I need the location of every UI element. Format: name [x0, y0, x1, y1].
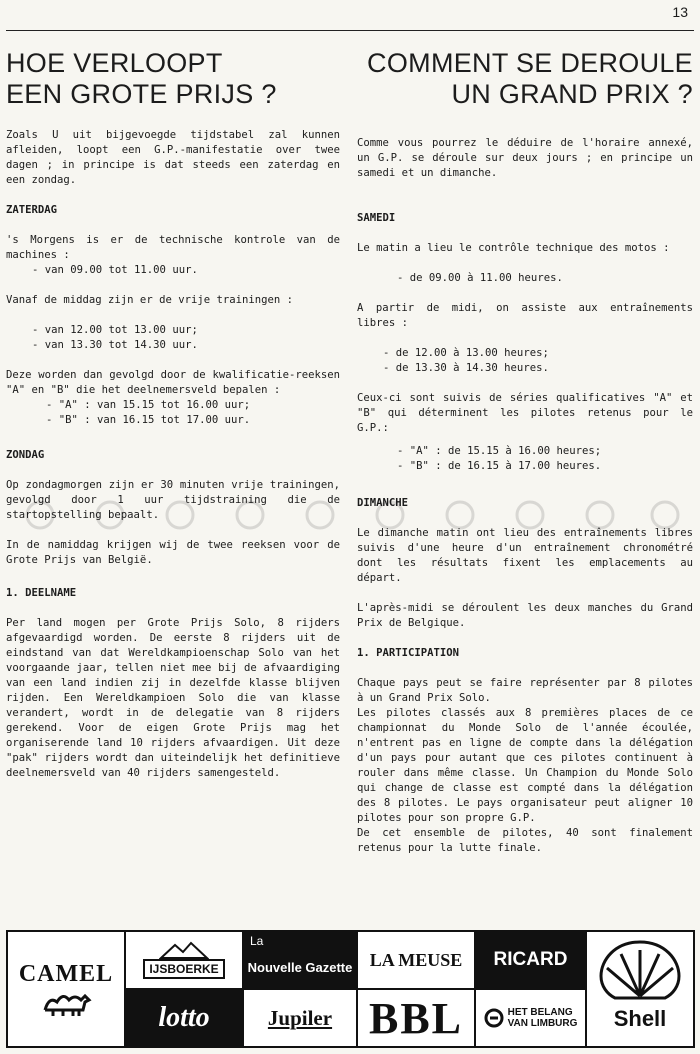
samedi-series-b: - "B" : de 16.15 à 17.00 heures.: [397, 460, 602, 472]
belang-line-2: VAN LIMBURG: [507, 1018, 578, 1029]
deelname-heading: 1. DEELNAME: [6, 587, 77, 599]
lotto-logo-text: lotto: [158, 1002, 210, 1033]
mountain-icon: [159, 941, 209, 959]
zondag-morning: Op zondagmorgen zijn er 30 minuten vrije trainingen, gevolgd door 1 uur tijdstraining die de startopstelling bepaalt.: [6, 479, 340, 521]
zondag-afternoon: In de namiddag krijgen wij de twee reeksen voor de Grote Prijs van België.: [6, 539, 340, 566]
dutch-title-line2: EEN GROTE PRIJS ?: [6, 79, 277, 109]
nouvelle-gazette-logo: [244, 932, 356, 988]
french-column: [357, 48, 693, 856]
french-intro: Comme vous pourrez le déduire de l'horaire annexé, un G.P. se déroule sur deux jours ; en principe un samedi et un dimanche.: [357, 137, 693, 179]
dimanche-heading: DIMANCHE: [357, 497, 409, 509]
camel-logo: [8, 932, 124, 1046]
samedi-training-time-1: - de 12.00 à 13.00 heures;: [383, 347, 549, 359]
nouvelle-gazette-logo-text: Nouvelle Gazette: [247, 959, 353, 975]
french-title-line1: COMMENT SE DEROULE: [367, 48, 693, 78]
participation-heading: 1. PARTICIPATION: [357, 647, 460, 659]
jupiler-logo-text: Jupiler: [267, 1005, 333, 1030]
camel-logo-text: CAMEL: [18, 960, 114, 987]
camel-icon: [39, 988, 93, 1018]
dimanche-afternoon: L'après-midi se déroulent les deux manches du Grand Prix de Belgique.: [357, 602, 693, 629]
zaterdag-series-b: - "B" : van 16.15 tot 17.00 uur.: [46, 414, 251, 426]
ricard-logo: [476, 932, 585, 988]
la-meuse-logo: [358, 932, 474, 988]
la-meuse-logo-text: LA MEUSE: [369, 949, 463, 970]
samedi-series-a: - "A" : de 15.15 à 16.00 heures;: [397, 445, 602, 457]
belang-line-1: HET BELANG: [507, 1007, 573, 1018]
participation-text-2: Les pilotes classés aux 8 premières places de ce championnat du Monde Solo de l'année écoulée, n'entrent pas en ligne de compte dans la délégation d'un pays pour autant que ces pilotes continuent à rouler dans même classe. Un Champion du Monde Solo qui change de classe est compté dans la délégation des 8 pilotes. Le pays organisateur peut aligner 10 pilotes pour son propre G.P.: [357, 707, 693, 824]
deelname-text: Per land mogen per Grote Prijs Solo, 8 rijders afgevaardigd worden. De eerste 8 rijders uit de eindstand van dat Wereldkampioenschap Solo van het voorgaande jaar, tellen niet mee bij de afvaardiging van een land indien zij in dezelfde klasse blijven rijden. Een Wereldkampioen Solo die van klasse verandert, wordt in de delegatie van 8 rijders gerekend. Voor de eigen Grote Prijs mag het organiserende land 10 rijders afvaardigen. Uit deze "pak" rijders wordt dan uiteindelijk het definitieve deelnemersveld van 40 rijders samengesteld.: [6, 617, 340, 779]
dimanche-morning: Le dimanche matin ont lieu des entraînements libres suivis d'une heure d'un entraînement chronométré dont les résultats fixent les emplacements au départ.: [357, 527, 693, 584]
jupiler-logo: [244, 990, 356, 1046]
dutch-intro: Zoals U uit bijgevoegde tijdstabel zal kunnen afleiden, loopt een G.P.-manifestatie over twee dagen ; in principe is dat steeds een zaterdag en een zondag.: [6, 129, 340, 186]
ijsboerke-logo: [126, 932, 242, 988]
shell-icon: [595, 938, 685, 1010]
het-belang-van-limburg-logo: [476, 990, 585, 1046]
zaterdag-qualification: Deze worden dan gevolgd door de kwalificatie-reeksen "A" en "B" die het deelnemersveld bepalen :: [6, 369, 340, 396]
zaterdag-training-time-1: - van 12.00 tot 13.00 uur;: [32, 324, 198, 336]
bbl-logo-text: BBL: [368, 993, 464, 1043]
samedi-training-time-2: - de 13.30 à 14.30 heures.: [383, 362, 549, 374]
shell-logo-text: Shell: [613, 1006, 667, 1031]
nouvelle-gazette-la-text: La: [250, 934, 264, 948]
dutch-column: [6, 48, 340, 781]
samedi-technical-check: Le matin a lieu le contrôle technique des motos :: [357, 242, 670, 254]
zaterdag-check-time: - van 09.00 tot 11.00 uur.: [32, 264, 198, 276]
zaterdag-free-training: Vanaf de middag zijn er de vrije trainingen :: [6, 294, 294, 306]
zaterdag-series-a: - "A" : van 15.15 tot 16.00 uur;: [46, 399, 251, 411]
ijsboerke-logo-text: IJSBOERKE: [143, 959, 224, 979]
top-rule: [6, 30, 694, 31]
zaterdag-technical-check: 's Morgens is er de technische kontrole van de machines :: [6, 234, 340, 261]
page-number: 13: [672, 4, 688, 20]
zaterdag-heading: ZATERDAG: [6, 204, 58, 216]
samedi-heading: SAMEDI: [357, 212, 396, 224]
zaterdag-training-time-2: - van 13.30 tot 14.30 uur.: [32, 339, 198, 351]
shell-logo: [587, 932, 693, 1046]
dutch-title-line1: HOE VERLOOPT: [6, 48, 223, 78]
zondag-heading: ZONDAG: [6, 449, 45, 461]
participation-text-3: De cet ensemble de pilotes, 40 sont finalement retenus pour la lutte finale.: [357, 827, 693, 854]
samedi-check-time: - de 09.00 à 11.00 heures.: [397, 272, 563, 284]
sponsor-logo-strip: [6, 930, 695, 1048]
belang-circle-icon: [484, 1008, 504, 1028]
bbl-logo: [358, 990, 474, 1046]
lotto-logo: [126, 990, 242, 1046]
participation-text-1: Chaque pays peut se faire représenter par 8 pilotes à un Grand Prix Solo.: [357, 677, 693, 704]
ricard-logo-text: RICARD: [493, 949, 568, 970]
samedi-free-training: A partir de midi, on assiste aux entraînements libres :: [357, 302, 693, 329]
het-belang-van-limburg-text: [508, 1007, 578, 1029]
french-title-line2: UN GRAND PRIX ?: [451, 79, 693, 109]
samedi-qualification: Ceux-ci sont suivis de séries qualificatives "A" et "B" qui déterminent les pilotes retenus pour le G.P.:: [357, 392, 693, 434]
